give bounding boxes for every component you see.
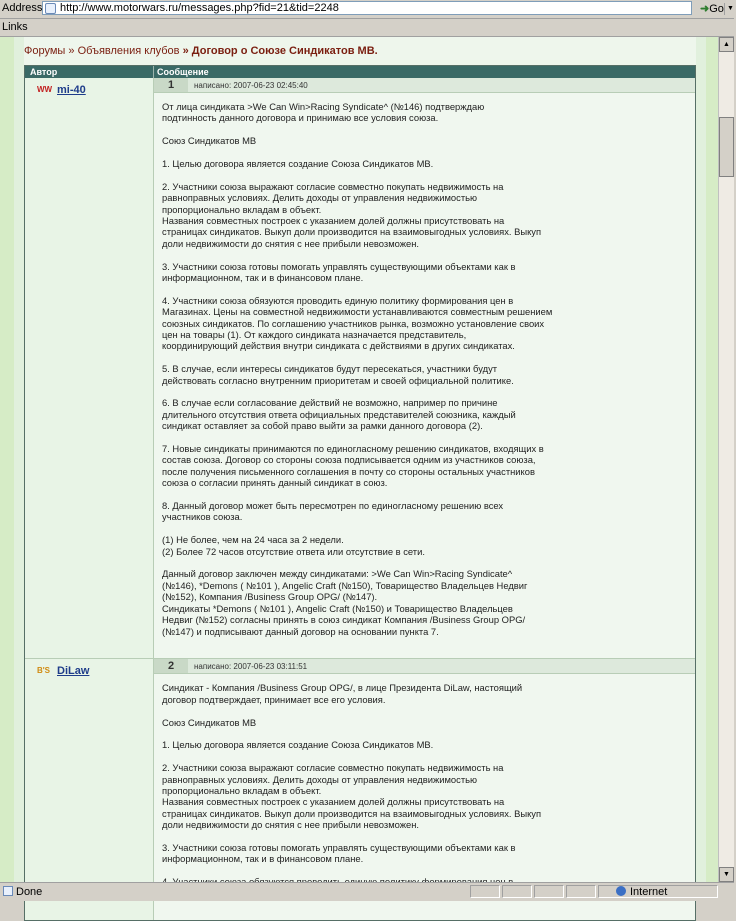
status-text: Done: [16, 886, 43, 898]
links-button[interactable]: Links: [2, 21, 28, 33]
author-link[interactable]: [37, 84, 86, 96]
status-pane: [502, 885, 532, 898]
message-paragraph: 1. Целью договора является создание Союза Синдикатов МВ.: [162, 739, 434, 751]
message-paragraph: Синдикат - Компания /Business Group OPG/, в лице Президента DiLaw, настоящий договор подтверждает, принимает все его условия.: [162, 682, 523, 705]
post-number: 1: [154, 78, 188, 92]
status-bar: [0, 882, 734, 901]
go-label: Go: [709, 3, 724, 15]
author-link[interactable]: [37, 665, 89, 677]
breadcrumb-separator: »: [68, 45, 75, 57]
message-paragraph: 4. Участники союза обязуются проводить единую политику формирования цен в Магазинах. Цены на совместной недвижимости устанавливаются совместным решением союзных синдикатов. По соглашению участников рынка, возможно установление своих цен на товары (1). От каждого синдиката назначается представитель, координирующий действия внутри синдиката с действиями в других синдикатах.: [162, 294, 553, 352]
globe-icon: [616, 886, 626, 896]
column-header-message: Сообщение: [157, 67, 209, 77]
message-paragraph: 3. Участники союза готовы помогать управлять существующими объектами как в информационном, так и в финансовом плане.: [162, 260, 516, 284]
syndicate-logo-icon: WW: [37, 85, 53, 94]
background-stripe-left: [0, 37, 14, 882]
breadcrumb-separator: »: [182, 45, 189, 57]
post-timestamp: написано: 2007-06-23 02:45:40: [194, 81, 308, 90]
scroll-thumb[interactable]: [719, 117, 734, 177]
status-pane: [534, 885, 564, 898]
post: [25, 78, 695, 658]
breadcrumb: [24, 45, 378, 57]
background-stripe-right: [706, 37, 718, 882]
status-pane: [566, 885, 596, 898]
message-header: [154, 659, 695, 674]
scroll-up-button[interactable]: ▲: [719, 37, 734, 52]
message-paragraph: 2. Участники союза выражают согласие совместно покупать недвижимость на равноправных условиях. Делить доходы от управления недвижимостью пропорционально вкладам в объект. Названия совместных построек с указанием долей должны присутствовать на страницах синдикатов. Выкуп доли производится на взаимовыгодных условиях. Выкуп доли недвижимости до снятия с нее прибыли невозможен.: [162, 180, 542, 249]
author-name[interactable]: DiLaw: [57, 665, 90, 678]
vertical-scrollbar[interactable]: [718, 37, 734, 882]
go-button[interactable]: [700, 2, 724, 15]
author-cell: [25, 78, 154, 658]
page-status-icon: [3, 886, 13, 896]
page-icon: [45, 3, 56, 14]
page-content: [24, 37, 696, 882]
message-cell: [154, 78, 695, 658]
post-timestamp: написано: 2007-06-23 03:11:51: [194, 662, 308, 672]
links-bar: [0, 19, 734, 37]
table-header: [25, 66, 695, 78]
syndicate-logo-icon: B'S: [37, 666, 51, 676]
post-number: 2: [154, 659, 188, 673]
message-paragraph: 2. Участники союза выражают согласие совместно покупать недвижимость на равноправных условиях. Делить доходы от управления недвижимостью пропорционально вкладам в объект. Названия совместных построек с указанием долей должны присутствовать на страницах синдикатов. Выкуп доли производится на взаимовыгодных условиях. Выкуп доли недвижимости до снятия с нее прибыли невозможен.: [162, 762, 542, 831]
address-url[interactable]: http://www.motorwars.ru/messages.php?fid=21&tid=2248: [60, 2, 339, 14]
author-name[interactable]: mi-40: [57, 84, 86, 96]
address-bar: [0, 0, 734, 19]
column-divider: [153, 66, 154, 78]
message-paragraph: От лица синдиката >We Can Win>Racing Syndicate^ (№146) подтверждаю подтинность данного договора и принимаю все условия союза.: [162, 101, 485, 124]
message-paragraph: Союз Синдикатов МВ: [162, 716, 257, 728]
page-viewport: [0, 37, 718, 882]
message-paragraph: (1) Не более, чем на 24 часа за 2 недели. (2) Более 72 часов отсутствие ответа или отсутствие в сети.: [162, 534, 425, 557]
breadcrumb-section-link[interactable]: Объявления клубов: [77, 45, 180, 57]
messages-table: [24, 65, 696, 921]
message-paragraph: Союз Синдикатов МВ: [162, 135, 257, 147]
breadcrumb-current: Договор о Союзе Синдикатов МВ.: [191, 45, 378, 57]
message-paragraph: Данный договор заключен между синдикатами: >We Can Win>Racing Syndicate^ (№146), *Demons ( №101 ), Angelic Craft (№150), Товарищество Владельцев Недвиг (№152), Компания /Business Group OPG/ (№147). Синдикаты *Demons ( №101 ), Angelic Craft (№150) и Товарищество Владельцев Недвиг (№152) согласны принять в союз синдикат Компания /Business Group OPG/ (№147) и подписывают данный договор на основании пункта 7.: [162, 568, 528, 637]
message-paragraph: 3. Участники союза готовы помогать управлять существующими объектами как в информационном, так и в финансовом плане.: [162, 841, 516, 865]
message-paragraph: 8. Данный договор может быть пересмотрен по единогласному решению всех участников союза.: [162, 500, 504, 523]
message-paragraph: 7. Новые синдикаты принимаются по единогласному решению синдикатов, входящих в состав союза. Договор со стороны союза подписывается одним из участников союза, после получения письменного соглашения в почту со стороны остальных участников союза о согласии принять данный синдикат в союз.: [162, 443, 544, 489]
message-paragraph: 6. В случае если согласование действий не возможно, например по причине длительного отсутствия ответа официальных представителей союзника, каждый синдикат оставляет за собой право выйти за рамки данного договора (2).: [162, 397, 516, 432]
go-arrow-icon: ➜: [700, 3, 710, 15]
column-header-author: Автор: [30, 67, 58, 77]
message-paragraph: 5. В случае, если интересы синдикатов будут пересекаться, участники будут действовать согласно внутренним приоритетам и своей официальной политике.: [162, 363, 514, 386]
scroll-down-button[interactable]: ▼: [719, 867, 734, 882]
message-header: [154, 78, 695, 93]
status-pane: [470, 885, 500, 898]
message-paragraph: 1. Целью договора является создание Союза Синдикатов МВ.: [162, 158, 434, 169]
breadcrumb-forums-link[interactable]: Форумы: [24, 45, 66, 57]
address-label: Address: [2, 2, 43, 14]
chevron-down-icon[interactable]: ▼: [724, 3, 736, 15]
security-zone: Internet: [630, 886, 668, 898]
message-body: [154, 93, 695, 658]
